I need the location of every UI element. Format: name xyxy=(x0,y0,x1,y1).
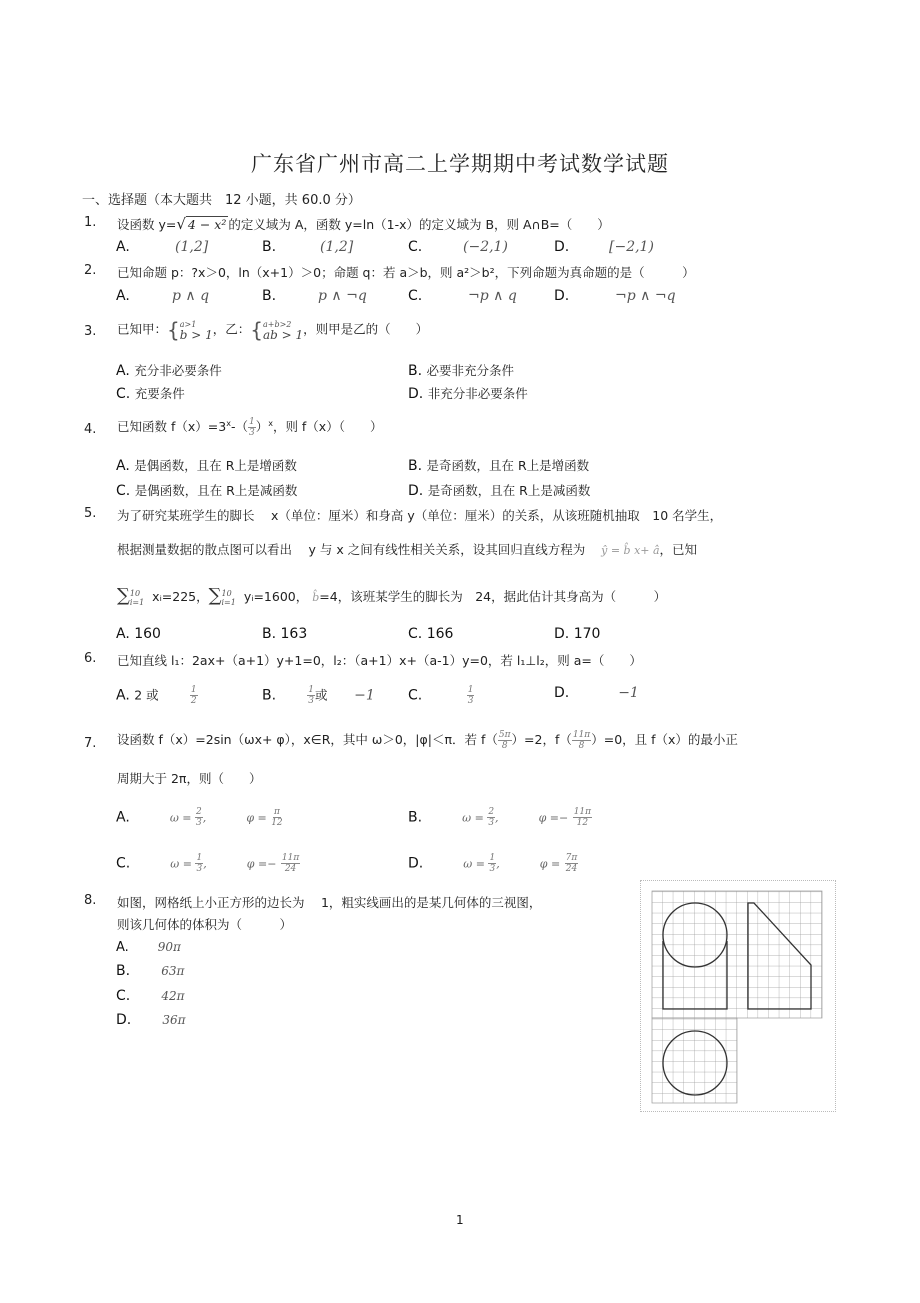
option-c: C. 42π xyxy=(116,988,185,1004)
question-stem-line1: 为了研究某班学生的脚长 x（单位：厘米）和身高 y（单位：厘米）的关系，从该班随机抽取 10 名学生， xyxy=(117,508,723,523)
question-number: 8. xyxy=(84,893,97,908)
document-title: 广东省广州市高二上学期期中考试数学试题 xyxy=(251,152,669,176)
option-d: D. ω = $\frac{1}{3}$ , φ = $\frac{7\pi}{24}$ xyxy=(408,853,578,874)
question-number: 5. xyxy=(84,506,97,521)
option-a: A. ω = $\frac{2}{3}$ , φ = $\frac{\pi}{12}$ xyxy=(116,807,283,828)
option-d: D. 170 xyxy=(554,626,601,642)
option-a-value: (1,2] xyxy=(175,239,209,255)
question-stem: 已知命题 p：?x＞0，ln（x+1）＞0；命题 q：若 a＞b，则 a²＞b²，下列命题为真命题的是（ ） xyxy=(117,265,695,280)
option-c-value: ¬p ∧ q xyxy=(468,288,517,304)
option-a-label: A. xyxy=(116,239,130,255)
question-stem-line2: 根据测量数据的散点图可以看出 y 与 x 之间有线性相关关系，设其回归直线方程为 ŷ = b̂ x+ â，已知 xyxy=(117,542,698,557)
system-jia: a>1 b > 1 xyxy=(179,320,213,342)
system-yi: a+b>2 ab > 1 xyxy=(263,320,304,342)
option-a: A. 2 或 $\frac{1}{2}$ xyxy=(116,685,197,706)
option-b-label: B. xyxy=(262,239,277,255)
option-a-value: p ∧ q xyxy=(172,288,210,304)
option-d: D. 非充分非必要条件 xyxy=(408,386,528,402)
option-c: C. ω = $\frac{1}{3}$ , φ =− $\frac{11\pi}{24}$ xyxy=(116,853,300,874)
option-d: D. −1 xyxy=(554,685,639,701)
option-b: B. 必要非充分条件 xyxy=(408,363,515,379)
option-b: B. $\frac{1}{3}$ 或 −1 xyxy=(262,685,375,706)
option-a: A. 充分非必要条件 xyxy=(116,363,222,379)
page-number: 1 xyxy=(456,1213,464,1227)
regression-equation: ŷ = b̂ x+ â xyxy=(601,544,660,557)
question-number: 1. xyxy=(84,215,97,230)
grid-drawing-icon xyxy=(641,881,835,1111)
option-b: B. 是奇函数，且在 R上是增函数 xyxy=(408,458,590,474)
sigma-icon: ∑ xyxy=(117,585,130,606)
question-number: 4. xyxy=(84,422,97,437)
option-c: C. $\frac{1}{3}$ xyxy=(408,685,474,706)
question-stem-line1: 如图，网格纸上小正方形的边长为 1，粗实线画出的是某几何体的三视图， xyxy=(117,895,542,910)
option-d-label: D. xyxy=(554,288,570,304)
option-b: B. 63π xyxy=(116,963,185,979)
option-d-label: D. xyxy=(554,239,570,255)
option-a: A. 160 xyxy=(116,626,161,642)
option-c-label: C. xyxy=(408,288,423,304)
question-number: 6. xyxy=(84,651,97,666)
option-d: D. 36π xyxy=(116,1012,186,1028)
question-stem-line2: 周期大于 2π，则（ ） xyxy=(117,771,262,786)
option-a: A. 是偶函数，且在 R上是增函数 xyxy=(116,458,297,474)
option-b-value: p ∧ ¬q xyxy=(318,288,367,304)
three-view-figure xyxy=(640,880,836,1112)
option-d: D. 是奇函数，且在 R上是减函数 xyxy=(408,483,591,499)
option-b-label: B. xyxy=(262,288,277,304)
question-stem-line3: ∑ 10 i=1 xᵢ=225，∑ 10 i=1 yᵢ=1600， b̂=4，该班某学生的脚长为 24，据此估计其身高为（ ） xyxy=(117,585,667,607)
fraction: $\frac{1}{3}$ xyxy=(248,417,255,438)
option-a-label: A. xyxy=(116,288,130,304)
sigma-icon: ∑ xyxy=(208,585,222,606)
option-c: C. 166 xyxy=(408,626,454,642)
section-heading: 一、选择题（本大题共 12 小题，共 60.0 分） xyxy=(82,193,361,208)
sqrt-expression: 4 − x² xyxy=(187,217,227,232)
question-stem: 设函数 y=√ 4 − x² 的定义域为 A，函数 y=ln（1-x）的定义域为 B，则 A∩B=（ ） xyxy=(117,215,610,233)
option-a: A. 90π xyxy=(116,940,181,955)
option-b: B. 163 xyxy=(262,626,308,642)
option-b-value: (1,2] xyxy=(320,239,354,255)
question-number: 2. xyxy=(84,263,97,278)
option-b: B. ω = $\frac{2}{3}$ , φ =− $\frac{11\pi}{12}$ xyxy=(408,807,592,828)
question-stem-line1: 设函数 f（x）=2sin（ωx+ φ），x∈R，其中 ω＞0，|φ|＜π．若 f（ $\frac{5\pi}{8}$ ）=2，f（ $\frac{11\pi}{8}$ ）=0，且 f（x）的最小正 xyxy=(117,730,738,751)
question-stem: 已知直线 l₁：2ax+（a+1）y+1=0，l₂：（a+1）x+（a-1）y=0，若 l₁⊥l₂，则 a=（ ） xyxy=(117,653,642,668)
option-c-label: C. xyxy=(408,239,423,255)
option-c: C. 是偶函数，且在 R上是减函数 xyxy=(116,483,298,499)
question-number: 3. xyxy=(84,324,97,339)
option-c: C. 充要条件 xyxy=(116,386,185,402)
question-stem: 已知甲：{ a>1 b > 1 ，乙：{ a+b>2 ab > 1 ，则甲是乙的（ ） xyxy=(117,318,429,342)
option-d-value: [−2,1) xyxy=(609,239,654,255)
question-number: 7. xyxy=(84,736,97,751)
option-d-value: ¬p ∧ ¬q xyxy=(615,288,676,304)
option-c-value: (−2,1) xyxy=(463,239,508,255)
question-stem-line2: 则该几何体的体积为（ ） xyxy=(117,917,293,932)
question-stem: 已知函数 $f(x)=3^x-$（ $\frac{1}{3}$ ）$^x$，则 f（x）（ ） xyxy=(117,417,383,438)
